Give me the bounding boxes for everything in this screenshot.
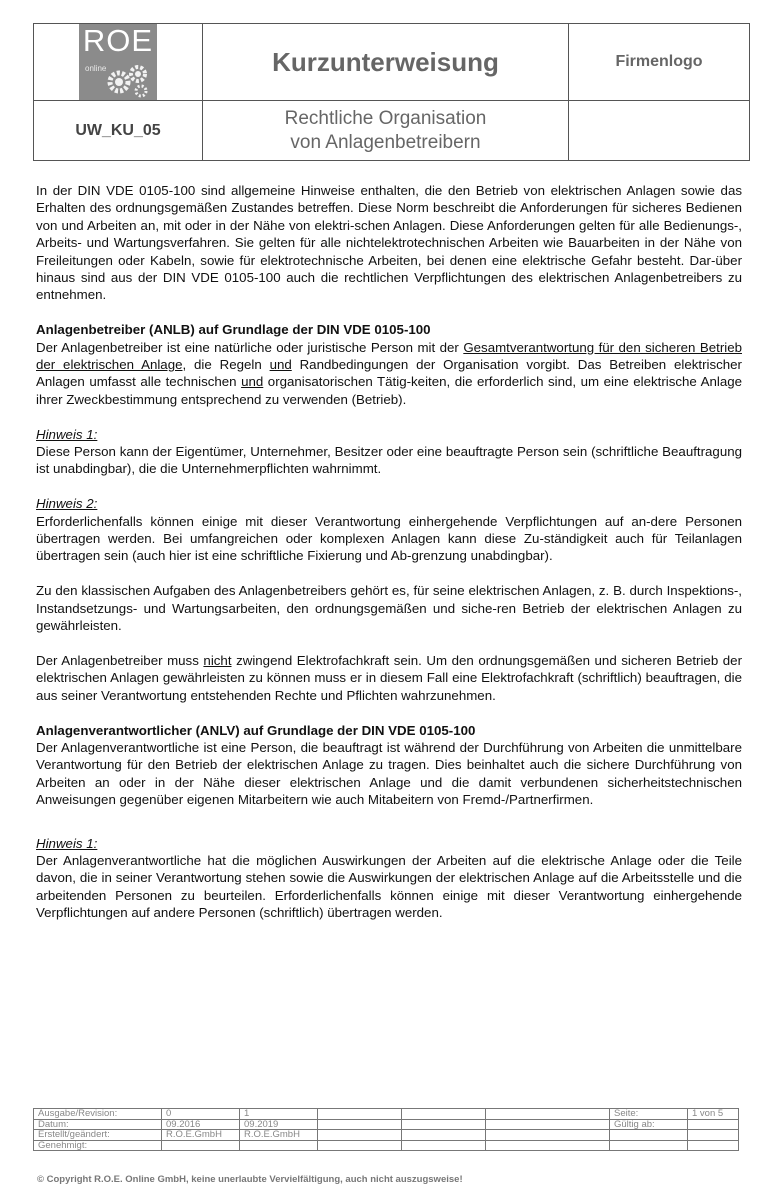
approval-row: Genehmigt: [34, 1140, 739, 1151]
hinweis-1-text: Diese Person kann der Eigentümer, Unternehmer, Besitzer oder eine beauftragte Person sein (schriftliche Beauftragung ist unabdingbar), die die Unternehmerpflichten wahrnimmt. [36, 444, 742, 477]
anlv-paragraph: Der Anlagenverantwortliche ist eine Person, die beauftragt ist während der Durchführung von Arbeiten die unmittelbare Verantwortung für den Betrieb der elektrischen Anlage zu tragen. Dies beinhaltet auch die sichere Durchführung von Arbeiten an oder in der Nähe dieser elektrischen Anlage und die damit verbundenen sicherheitstechnischen Anweisungen gegenüber eigenen Mitarbeitern wie auch Mitabeitern von Fremd-/Partnerfirmen. [36, 739, 742, 808]
roe-logo: ROE online [79, 24, 157, 100]
elektrofachkraft-paragraph: Der Anlagenbetreiber muss nicht zwingend Elektrofachkraft sein. Um den ordnungsgemäßen und sicheren Betrieb der elektrischen Anlagen gewährleisten zu können muss er in diesem Fall eine Elektrofachkraft (schriftlich) beauftragen, die aus seiner Verantwortung entstehenden Rechte und Pflichten wahrzunehmen. [36, 652, 743, 703]
anlb-paragraph: Der Anlagenbetreiber ist eine natürliche oder juristische Person mit der Gesamtverantwortung für den sicheren Betrieb der elektrischen Anlage, die Regeln und Randbedingungen der Organisation vorgibt. Das Betreiben elektrischer Anlagen umfasst alle technischen und organisatorischen Tätig-keiten, die erforderlich sind, um eine elektrische Anlage ihrer Zweckbestimmung entsprechend zu verwenden (Betrieb). [36, 339, 743, 407]
copyright-notice: © Copyright R.O.E. Online GmbH, keine unerlaubte Vervielfältigung, auch nicht auszugsweise! [37, 1174, 463, 1185]
intro-paragraph: In der DIN VDE 0105-100 sind allgemeine Hinweise enthalten, die den Betrieb von elektrischen Anlagen sowie das Erhalten des ordnungsgemäßen Zustandes betreffen. Diese Norm beschreibt die Anforderungen für sicheres Bedienen von und Arbeiten an, mit oder in der Nähe von elektri-schen Anlagen. Diese Anforderungen gelten für alle Bedienungs-, Arbeits- und Wartungsverfahren. Sie gelten für alle nichtelektrotechnischen Arbeiten wie Bauarbeiten in der Nähe von Freileitungen oder Kabeln, sowie für elektrotechnische Arbeiten, bei denen eine elektrische Gefahr besteht. Dar-über hinaus sind aus der DIN VDE 0105-100 auch die rechtlichen Verpflichtungen des elektrischen Anlagenbetreibers zu entnehmen. [36, 183, 742, 303]
document-subtitle: Rechtliche Organisation von Anlagenbetreibern [203, 101, 569, 161]
revision-table [33, 1108, 739, 1151]
revision-row: Ausgabe/Revision: 0 1 Seite: 1 von 5 [34, 1109, 739, 1120]
tasks-paragraph: Zu den klassischen Aufgaben des Anlagenbetreibers gehört es, für seine elektrischen Anlagen, z. B. durch Inspektions-, Instandsetzungs- und Wartungsarbeiten, den ordnungsgemäßen und siche-ren Betrieb der elektrischen Anlagen zu gewährleisten. [36, 583, 742, 634]
gear-icon [105, 62, 153, 98]
section-heading-anlb: Anlagenbetreiber (ANLB) auf Grundlage der DIN VDE 0105-100 [36, 322, 431, 338]
hinweis-1-label: Hinweis 1: [36, 426, 98, 442]
date-row: Datum: 09.2016 09.2019 Gültig ab: [34, 1119, 739, 1130]
header-empty-cell [569, 101, 750, 161]
anlv-hinweis-1-label: Hinweis 1: [36, 835, 98, 851]
anlv-hinweis-1-text: Der Anlagenverantwortliche hat die möglichen Auswirkungen der Arbeiten auf die elektrische Anlage oder die Teile davon, die in seiner Verantwortung stehen sowie die Auswirkungen der elektrischen Anlage auf die Arbeitsstelle und die arbeitenden Personen zu beurteilen. Erforderlichenfalls können einige mit dieser Verantwortung einhergehende Verpflichtungen auf andere Personen (schriftlich) übertragen werden. [36, 852, 742, 921]
header-table [33, 23, 750, 161]
company-logo-placeholder: Firmenlogo [569, 24, 750, 101]
document-code: UW_KU_05 [34, 101, 203, 161]
hinweis-2-label: Hinweis 2: [36, 496, 98, 512]
document-title: Kurzunterweisung [203, 24, 569, 101]
roe-logo-cell [34, 24, 203, 101]
hinweis-2-text: Erforderlichenfalls können einige mit dieser Verantwortung einhergehende Verpflichtungen auf an-dere Personen übertragen werden. Bei umfangreichen oder komplexen Anlagen kann diese Zu-ständigkeit auch für Teilanlagen übertragen sein (auch hier ist eine schriftliche Fixierung und Ab-grenzung unabdingbar). [36, 513, 742, 564]
section-heading-anlv: Anlagenverantwortlicher (ANLV) auf Grundlage der DIN VDE 0105-100 [36, 722, 476, 738]
author-row: Erstellt/geändert: R.O.E.GmbH R.O.E.GmbH [34, 1130, 739, 1141]
document-body [36, 182, 742, 922]
